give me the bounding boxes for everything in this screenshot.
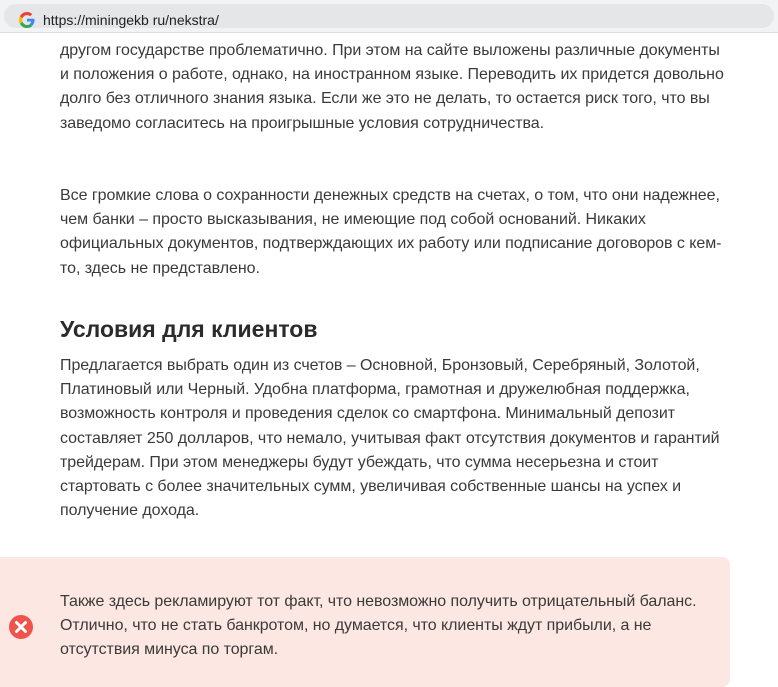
url-text[interactable]: https://miningekb ru/nekstra/ — [43, 12, 219, 28]
browser-address-bar — [0, 0, 778, 33]
section-heading: Условия для клиентов — [60, 316, 318, 342]
callout-text: Также здесь рекламируют тот факт, что невозможно получить отрицательный баланс. Отлично, что не стать банкротом, но думается, что клиенты ждут прибыли, а не отсутствия минуса по торгам. — [60, 593, 697, 659]
close-circle-icon — [9, 615, 33, 639]
url-field[interactable] — [4, 4, 774, 28]
google-g-icon — [19, 12, 35, 28]
article-paragraph: Предлагается выбрать один из счетов – Основной, Бронзовый, Серебряный, Золотой, Платиновый или Черный. Удобна платформа, грамотная и дружелюбная поддержка, возможность контроля и проведения сделок со смартфона. Минимальный депозит составляет 250 долларов, что немало, учитывая факт отсутствия документов и гарантий трейдерам. При этом менеджеры будут убеждать, что сумма несерьезна и стоит стартовать с более значительных сумм, увеличивая собственные шансы на успех и получение дохода. — [60, 357, 720, 520]
article-paragraph: другом государстве проблематично. При этом на сайте выложены различные документы и положения о работе, однако, на иностранном языке. Переводить их придется довольно долго без отличного знания языка. Если же это не делать, то остается риск того, что вы заведомо согласитесь на проигрышные условия сотрудничества. — [60, 42, 724, 132]
article-paragraph: Все громкие слова о сохранности денежных средств на счетах, о том, что они надежнее, чем банки – просто высказывания, не имеющие под собой оснований. Никаких официальных документов, подтверждающих их работу или подписание договоров с кем-то, здесь не представлено. — [60, 187, 722, 277]
